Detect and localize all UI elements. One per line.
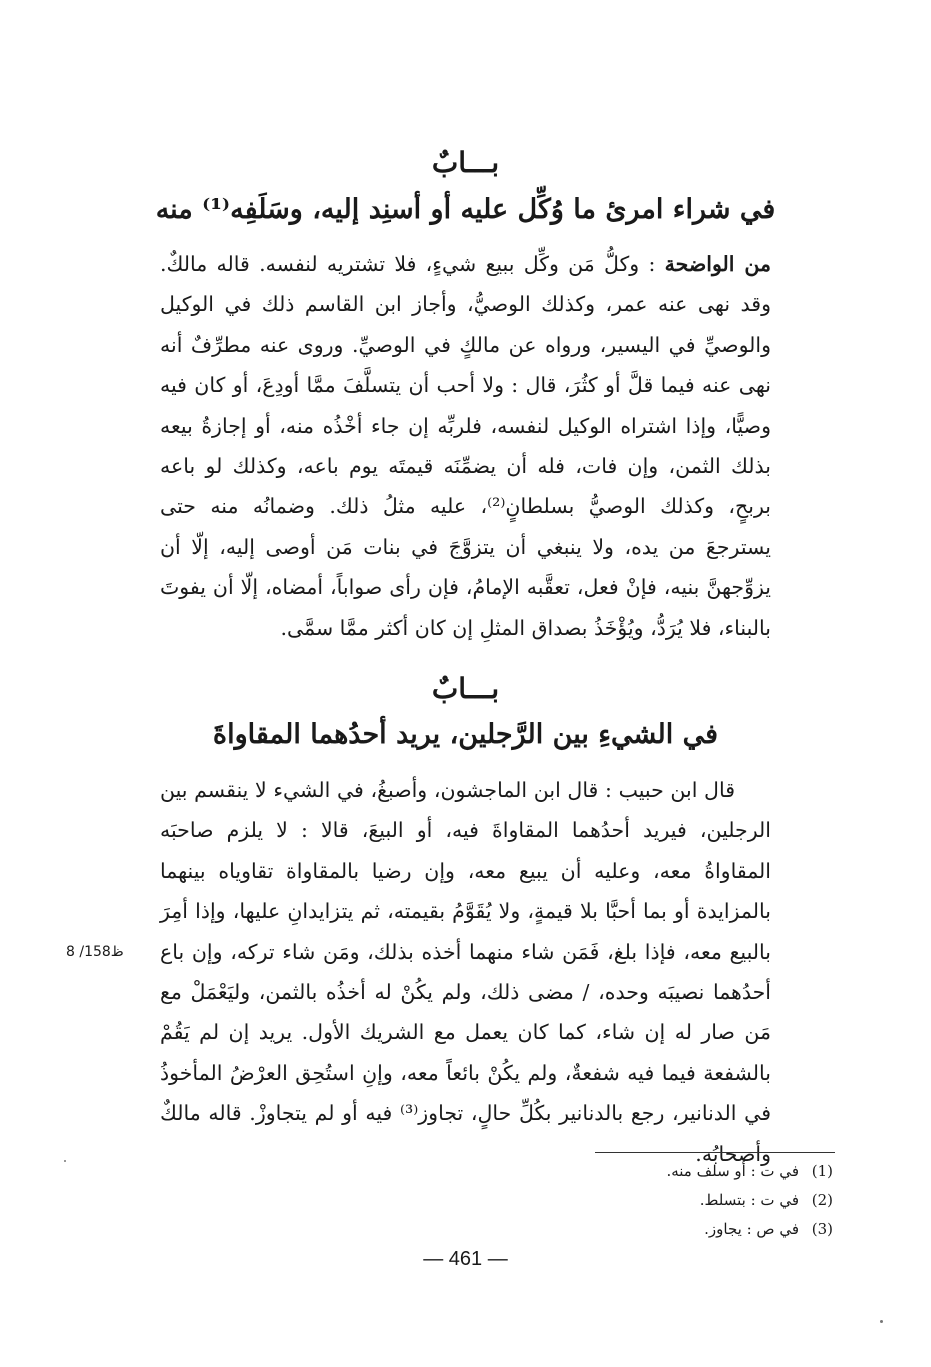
scan-speck [880,1320,883,1323]
scan-speck [64,1160,66,1162]
paragraph [160,244,771,648]
footnote-number: (3) [811,1220,833,1238]
paragraph [160,770,771,1174]
manuscript-folio-note: 8 /158ظ [66,944,124,960]
source-lead: من الواضحة [664,252,771,276]
footnote-text: في ت : بتسلط. [699,1191,799,1209]
footnote-text: في ت : أو سلف منه. [666,1162,799,1180]
footnotes [433,1157,833,1244]
chapter-label-2: بـــابٌ [431,672,500,705]
footnote-number: (2) [811,1191,833,1209]
footnote-number: (1) [811,1162,833,1180]
footnote-1 [433,1157,833,1186]
footnote-3 [433,1215,833,1244]
footnote-divider [595,1152,835,1153]
chapter-body-2 [160,770,771,1174]
footnote-2 [433,1186,833,1215]
paragraph-text: قال ابن حبيب : قال ابن الماجشون، وأصبغُ، في الشيء لا ينقسم بين الرجلين، فيريد أحدُهما المقاواةَ فيه، أو البيعَ، قالا : لا يلزم صاحبَه المقاواةُ معه، وعليه أن يبيع معه، وإن رضيا بالمقاواة تقاوياه بينهما بالمزايدة أو بما أحبَّا بلا قيمةٍ، ولا يُقَوَّمُ بقيمته، ثم يتزايدانِ عليها، وإذا أمِرَ بالبيع معه، فإذا بلغ، فَمَن شاء منهما أخذه بذلك، ومَن شاء تركه، وإن باع أحدُهما نصيبَه وحده، / مضى ذلك، ولم يكُنْ له أخذُه بالثمن، وليَعْمَلْ مع مَن صار له إن شاء، كما كان يعمل مع الشريك الأول. يريد إن لم يَقُمْ بالشفعة فيما فيه شفعةٌ، ولم يكُنْ بائعاً معه، وإنِ استُحِق العرْضُ المأخوذُ في الدنانير، رجع بالدنانير بكُلِّ حالٍ، تجاوز⁽³⁾ فيه أو لم يتجاوزْ. قاله مالكٌ وأصحابُه. [160,778,771,1166]
page-number: — 461 — [423,1248,508,1270]
chapter-label-1: بـــابٌ [431,146,500,179]
chapter-title-1: في شراء امرئ ما وُكِّل عليه أو أسنِد إليه، وسَلَفِه⁽¹⁾ منه [155,194,776,225]
chapter-title-2: في الشيءِ بين الرَّجلين، يريد أحدُهما المقاواةَ [212,719,719,750]
chapter-body-1 [160,244,771,648]
paragraph-text: : وكلُّ مَن وكِّل ببيع شيءٍ، فلا تشتريه لنفسه. قاله مالكٌ. وقد نهى عنه عمر، وكذلك الوصيُّ، وأجاز ابن القاسم ذلك في الوكيل والوصيِّ في اليسير، ورواه عن مالكٍ في الوصيِّ. وروى عنه مطرِّفٌ أنه نهى عنه فيما قلَّ أو كثُرَ، قال : ولا أحب أن يتسلَّفَ ممَّا أودِعَ، أو كان فيه وصيًّا، وإذا اشتراه الوكيل لنفسه، فلربِّه إن جاء أخْذُه منه، أو إجازةُ بيعه بذلك الثمن، وإن فات، فله أن يضمِّنَه قيمتَه يوم باعه، وكذلك لو باعه بربحٍ، وكذلك الوصيُّ بسلطانٍ⁽²⁾، عليه مثلُ ذلك. وضمانُه منه حتى يسترجعَ من يده، ولا ينبغي أن يتزوَّجَ في بنات مَن أوصى إليه، إلّا أن يزوِّجهنَّ بنيه، فإنْ فعل، تعقَّبه الإمامُ، فإن رأى صواباً، أمضاه، إلّا أن يفوتَ بالبناء، فلا يُرَدُّ، ويُؤْخَذُ بصداق المثلِ إن كان أكثر ممَّا سمَّى. [160,252,771,640]
footnote-text: في ص : يجاوز. [704,1220,799,1238]
